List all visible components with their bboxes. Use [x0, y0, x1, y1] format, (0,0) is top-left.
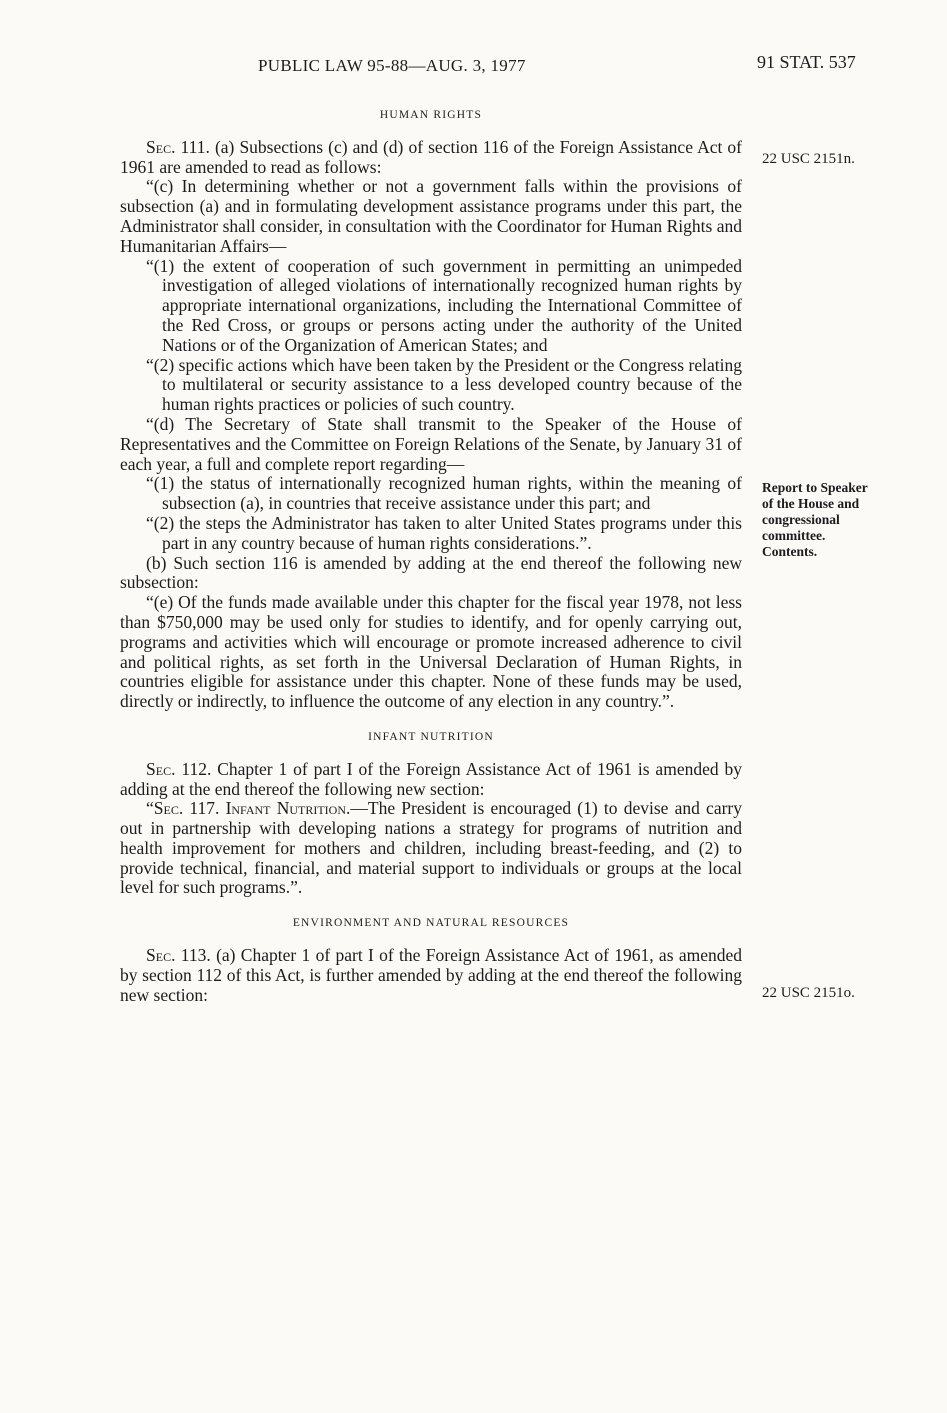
subsection-d: “(d) The Secretary of State shall transmit to the Speaker of the House of Representatives and the Committee on Foreign Relations of the Senate, by January 31 of each year, a full and complete report regarding—	[120, 413, 742, 474]
running-title: PUBLIC LAW 95-88—AUG. 3, 1977	[258, 56, 526, 75]
margin-note-report: Report to Speaker of the House and congressional committee. Contents.	[762, 480, 868, 559]
sec-112-intro-text: 112. Chapter 1 of part I of the Foreign Assistance Act of 1961 is amended by adding at the end thereof the following new section:	[120, 758, 742, 799]
sec-117	[120, 799, 742, 898]
margin-note-usc-2151n: 22 USC 2151n.	[762, 151, 855, 167]
sec-label: Sec.	[146, 758, 176, 779]
subsection-d-1: “(1) the status of internationally recognized human rights, within the meaning of subsection (a), in countries that receive assistance under this part; and	[146, 473, 742, 514]
body-column	[120, 100, 742, 1005]
sec-112-intro	[120, 760, 742, 800]
sec-113-intro	[120, 946, 742, 1005]
subsection-b: (b) Such section 116 is amended by adding at the end thereof the following new subsection:	[120, 552, 742, 593]
margin-note-usc-2151o: 22 USC 2151o.	[762, 985, 855, 1001]
section-heading-environment: ENVIRONMENT AND NATURAL RESOURCES	[292, 917, 570, 930]
subsection-d-2: “(2) the steps the Administrator has taken to alter United States programs under this part in any country because of human rights considerations.”.	[146, 512, 742, 553]
sec-117-label: “Sec. 117. Infant Nutrition.	[146, 798, 351, 819]
stat-reference: 91 STAT. 537	[757, 52, 856, 72]
section-heading-human-rights: HUMAN RIGHTS	[379, 109, 483, 121]
section-heading-infant-nutrition: INFANT NUTRITION	[368, 730, 494, 743]
sec-label: Sec.	[146, 945, 176, 966]
sec-117-text: —The President is encouraged (1) to devise and carry out in partnership with developing nations a strategy for programs of nutrition and health improvement for mothers and children, including breast-feeding, and (2) to provide technical, financial, and material support to individuals or groups at the local level for such programs.”.	[120, 798, 742, 898]
subsection-e: “(e) Of the funds made available under this chapter for the fiscal year 1978, not less than $750,000 may be used only for studies to identify, and for openly carrying out, programs and activities which will encourage or promote increased adherence to civil and political rights, as set forth in the Universal Declaration of Human Rights, in countries eligible for assistance under this chapter. None of these funds may be used, directly or indirectly, to influence the outcome of any election in any country.”.	[120, 592, 742, 712]
sec-label: Sec.	[146, 136, 176, 157]
sec-111-intro-text: 111. (a) Subsections (c) and (d) of section 116 of the Foreign Assistance Act of 1961 are amended to read as follows:	[120, 136, 742, 177]
subsection-c-2: “(2) specific actions which have been taken by the President or the Congress relating to multilateral or security assistance to a less developed country because of the human rights practices or policies of such country.	[146, 354, 742, 415]
subsection-c-1: “(1) the extent of cooperation of such government in permitting an unimpeded investigation of alleged violations of internationally recognized human rights by appropriate international organizations, including the International Committee of the Red Cross, or groups or persons acting under the authority of the United Nations or of the Organization of American States; and	[146, 255, 742, 355]
sec-111-intro	[120, 138, 742, 178]
subsection-c: “(c) In determining whether or not a government falls within the provisions of subsection (a) and in formulating development assistance programs under this part, the Administrator shall consider, in consultation with the Coordinator for Human Rights and Humanitarian Affairs—	[120, 176, 742, 256]
sec-113-intro-text: 113. (a) Chapter 1 of part I of the Foreign Assistance Act of 1961, as amended by section 112 of this Act, is further amended by adding at the end thereof the following new section:	[120, 945, 742, 1005]
